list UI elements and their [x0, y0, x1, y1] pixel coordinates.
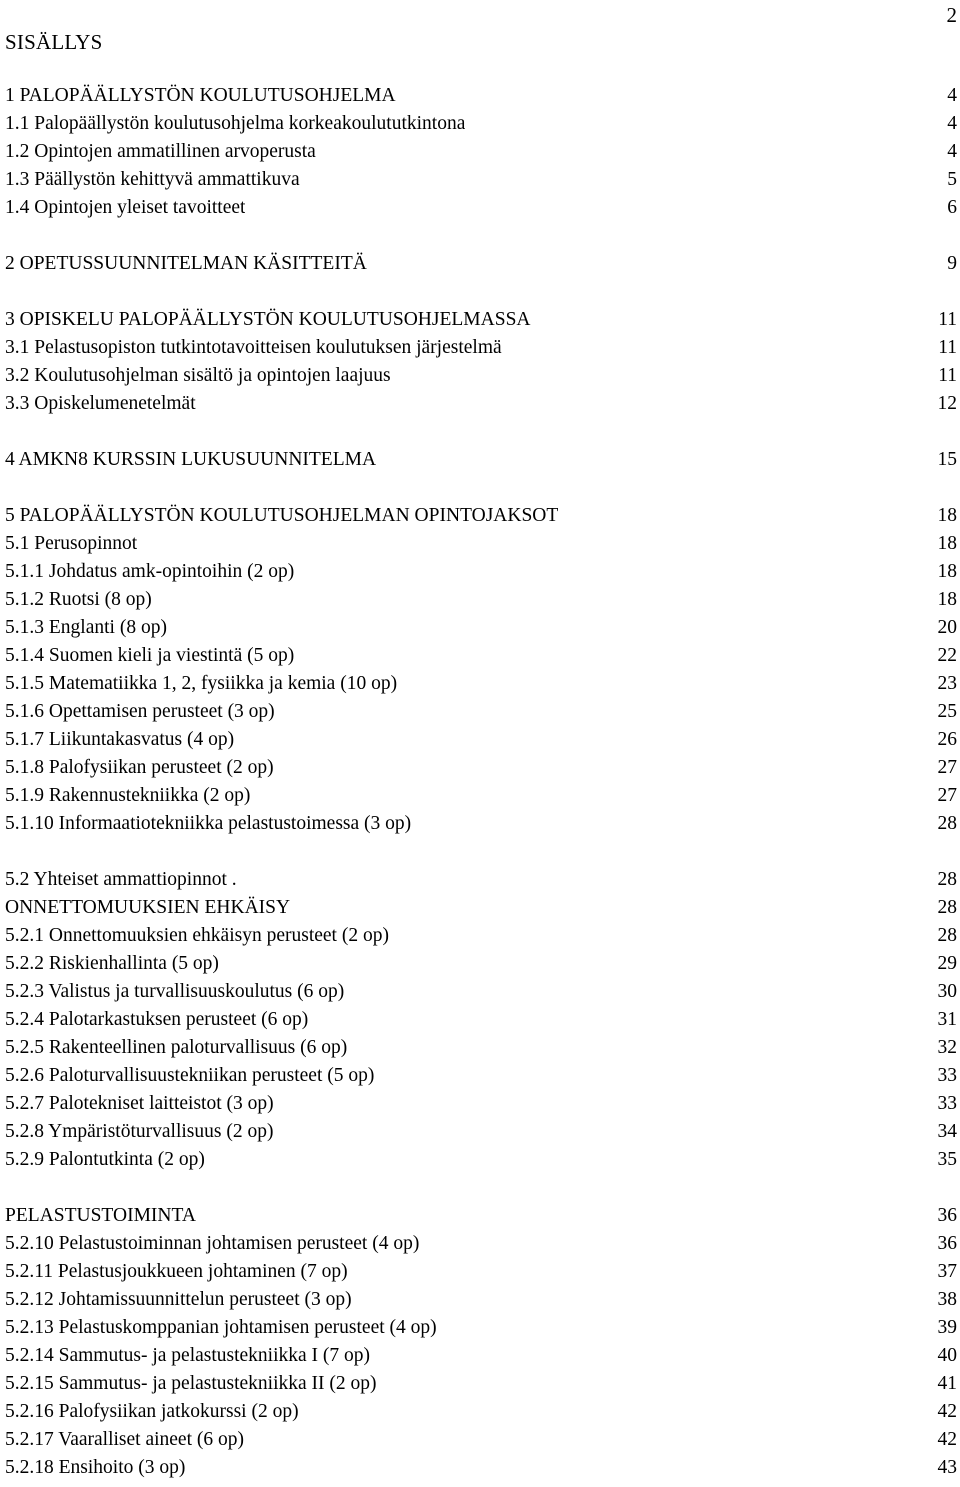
toc-entry-page: 15 [937, 449, 957, 470]
toc-entry-title: 5.2.7 Palotekniset laitteistot (3 op) [5, 1093, 274, 1114]
toc-entry-title: 5.2.15 Sammutus- ja pelastustekniikka II (2 op) [5, 1373, 377, 1394]
toc-entry [5, 894, 957, 922]
toc-entry [5, 726, 957, 754]
toc-entry-title: 4 AMKN8 KURSSIN LUKUSUUNNITELMA [5, 449, 377, 470]
toc-entry-page: 36 [937, 1233, 957, 1254]
toc-entry-page: 11 [938, 365, 957, 386]
toc-entry-title: 3.3 Opiskelumenetelmät [5, 393, 196, 414]
toc-entry-title: 5.2.11 Pelastusjoukkueen johtaminen (7 op) [5, 1261, 348, 1282]
toc-entry-page: 41 [937, 1373, 957, 1394]
toc-entry-page: 27 [937, 785, 957, 806]
toc-entry-title: 5.1.6 Opettamisen perusteet (3 op) [5, 701, 275, 722]
toc-entry-title: 5.1 Perusopinnot [5, 533, 138, 554]
toc-entry-page: 34 [937, 1121, 957, 1142]
toc-entry-page: 18 [937, 505, 957, 526]
toc-entry-page: 5 [947, 169, 957, 190]
toc-entry-page: 11 [938, 309, 957, 330]
toc-list [5, 82, 957, 1482]
toc-entry-page: 28 [937, 869, 957, 890]
toc-entry [5, 698, 957, 726]
toc-entry [5, 1034, 957, 1062]
toc-entry [5, 810, 957, 838]
toc-entry-title: 3.1 Pelastusopiston tutkintotavoitteisen koulutuksen järjestelmä [5, 337, 502, 358]
toc-entry [5, 1062, 957, 1090]
toc-entry-title: 3.2 Koulutusohjelman sisältö ja opintojen laajuus [5, 365, 391, 386]
toc-entry [5, 782, 957, 810]
toc-entry-page: 11 [938, 337, 957, 358]
toc-entry [5, 502, 957, 530]
toc-entry-page: 42 [937, 1429, 957, 1450]
toc-entry [5, 614, 957, 642]
toc-entry-page: 38 [937, 1289, 957, 1310]
toc-entry-page: 42 [937, 1401, 957, 1422]
toc-entry-page: 36 [937, 1205, 957, 1226]
toc-entry-page: 12 [937, 393, 957, 414]
toc-entry [5, 250, 957, 278]
toc-entry-title: 5.2.17 Vaaralliset aineet (6 op) [5, 1429, 244, 1450]
toc-entry-title: 1.2 Opintojen ammatillinen arvoperusta [5, 141, 316, 162]
toc-entry-page: 29 [937, 953, 957, 974]
toc-entry-page: 28 [937, 813, 957, 834]
toc-entry-page: 37 [937, 1261, 957, 1282]
toc-title: SISÄLLYS [5, 30, 103, 54]
toc-entry-title: 1.4 Opintojen yleiset tavoitteet [5, 197, 246, 218]
toc-entry-title: 1.1 Palopäällystön koulutusohjelma korkeakoulututkintona [5, 113, 466, 134]
toc-entry [5, 1090, 957, 1118]
toc-entry [5, 1314, 957, 1342]
toc-entry-title: 5.1.10 Informaatiotekniikka pelastustoimessa (3 op) [5, 813, 412, 834]
toc-entry [5, 110, 957, 138]
toc-entry-page: 4 [947, 85, 957, 106]
toc-entry [5, 446, 957, 474]
toc-entry [5, 1342, 957, 1370]
toc-entry [5, 1118, 957, 1146]
toc-entry-title: 1.3 Päällystön kehittyvä ammattikuva [5, 169, 300, 190]
toc-entry-title: 5.1.2 Ruotsi (8 op) [5, 589, 152, 610]
toc-entry-title: 3 OPISKELU PALOPÄÄLLYSTÖN KOULUTUSOHJELMASSA [5, 309, 531, 330]
toc-entry-title: 5.2.3 Valistus ja turvallisuuskoulutus (6 op) [5, 981, 345, 1002]
toc-entry-title: 5.2.10 Pelastustoiminnan johtamisen perusteet (4 op) [5, 1233, 420, 1254]
toc-entry [5, 1426, 957, 1454]
toc-entry-page: 40 [937, 1345, 957, 1366]
toc-entry-title: 1 PALOPÄÄLLYSTÖN KOULUTUSOHJELMA [5, 85, 396, 106]
toc-entry [5, 1258, 957, 1286]
toc-entry-title: 5.2 Yhteiset ammattiopinnot . [5, 869, 237, 890]
toc-entry-page: 4 [947, 141, 957, 162]
toc-entry [5, 1146, 957, 1174]
toc-entry [5, 670, 957, 698]
toc-entry-title: 5.2.9 Palontutkinta (2 op) [5, 1149, 205, 1170]
toc-entry-page: 31 [937, 1009, 957, 1030]
toc-entry-page: 20 [937, 617, 957, 638]
toc-entry [5, 1370, 957, 1398]
toc-entry-page: 23 [937, 673, 957, 694]
toc-entry-page: 28 [937, 925, 957, 946]
toc-entry [5, 950, 957, 978]
toc-entry-page: 26 [937, 729, 957, 750]
toc-entry [5, 978, 957, 1006]
toc-entry-title: 2 OPETUSSUUNNITELMAN KÄSITTEITÄ [5, 253, 367, 274]
toc-entry-title: 5.2.12 Johtamissuunnittelun perusteet (3 op) [5, 1289, 352, 1310]
toc-entry-title: 5.2.8 Ympäristöturvallisuus (2 op) [5, 1121, 274, 1142]
page-number: 2 [946, 3, 957, 27]
toc-entry-title: 5.2.14 Sammutus- ja pelastustekniikka I (7 op) [5, 1345, 371, 1366]
toc-entry-title: 5.1.7 Liikuntakasvatus (4 op) [5, 729, 235, 750]
toc-entry-page: 33 [937, 1093, 957, 1114]
toc-entry [5, 390, 957, 418]
toc-entry-page: 25 [937, 701, 957, 722]
toc-entry-title: 5.1.9 Rakennustekniikka (2 op) [5, 785, 251, 806]
toc-entry-title: 5.2.4 Palotarkastuksen perusteet (6 op) [5, 1009, 309, 1030]
toc-entry [5, 166, 957, 194]
toc-entry [5, 306, 957, 334]
toc-entry-title: 5.1.4 Suomen kieli ja viestintä (5 op) [5, 645, 295, 666]
toc-entry [5, 1398, 957, 1426]
toc-entry [5, 334, 957, 362]
toc-entry [5, 586, 957, 614]
toc-entry [5, 866, 957, 894]
toc-entry-title: ONNETTOMUUKSIEN EHKÄISY [5, 897, 291, 918]
toc-entry-title: 5.2.16 Palofysiikan jatkokurssi (2 op) [5, 1401, 299, 1422]
toc-entry-page: 35 [937, 1149, 957, 1170]
toc-entry-title: 5 PALOPÄÄLLYSTÖN KOULUTUSOHJELMAN OPINTOJAKSOT [5, 505, 559, 526]
toc-entry-title: 5.2.1 Onnettomuuksien ehkäisyn perusteet (2 op) [5, 925, 389, 946]
toc-entry-title: 5.1.8 Palofysiikan perusteet (2 op) [5, 757, 274, 778]
toc-entry [5, 362, 957, 390]
toc-entry [5, 1006, 957, 1034]
toc-entry-title: 5.2.5 Rakenteellinen paloturvallisuus (6 op) [5, 1037, 348, 1058]
toc-entry [5, 1454, 957, 1482]
toc-entry-title: 5.2.2 Riskienhallinta (5 op) [5, 953, 219, 974]
toc-entry [5, 558, 957, 586]
toc-entry-page: 22 [937, 645, 957, 666]
toc-entry-title: 5.1.3 Englanti (8 op) [5, 617, 167, 638]
toc-entry [5, 754, 957, 782]
toc-entry-title: 5.2.6 Paloturvallisuustekniikan perusteet (5 op) [5, 1065, 375, 1086]
toc-entry-page: 4 [947, 113, 957, 134]
toc-entry-page: 18 [937, 533, 957, 554]
toc-entry [5, 1202, 957, 1230]
toc-entry [5, 1286, 957, 1314]
toc-entry-page: 18 [937, 561, 957, 582]
toc-entry-title: 5.2.13 Pelastuskomppanian johtamisen perusteet (4 op) [5, 1317, 437, 1338]
toc-entry-page: 28 [937, 897, 957, 918]
toc-entry-title: 5.2.18 Ensihoito (3 op) [5, 1457, 186, 1478]
toc-entry-page: 30 [937, 981, 957, 1002]
toc-entry-page: 27 [937, 757, 957, 778]
toc-entry-page: 6 [947, 197, 957, 218]
toc-entry-title: 5.1.1 Johdatus amk-opintoihin (2 op) [5, 561, 295, 582]
toc-entry-title: PELASTUSTOIMINTA [5, 1205, 196, 1226]
toc-entry-page: 32 [937, 1037, 957, 1058]
toc-entry [5, 194, 957, 222]
toc-entry-page: 39 [937, 1317, 957, 1338]
toc-entry [5, 82, 957, 110]
toc-entry [5, 922, 957, 950]
toc-entry-page: 18 [937, 589, 957, 610]
toc-entry [5, 1230, 957, 1258]
toc-entry [5, 530, 957, 558]
toc-entry [5, 138, 957, 166]
toc-entry-page: 9 [947, 253, 957, 274]
toc-entry-page: 33 [937, 1065, 957, 1086]
toc-entry-page: 43 [937, 1457, 957, 1478]
toc-entry-title: 5.1.5 Matematiikka 1, 2, fysiikka ja kemia (10 op) [5, 673, 398, 694]
toc-entry [5, 642, 957, 670]
